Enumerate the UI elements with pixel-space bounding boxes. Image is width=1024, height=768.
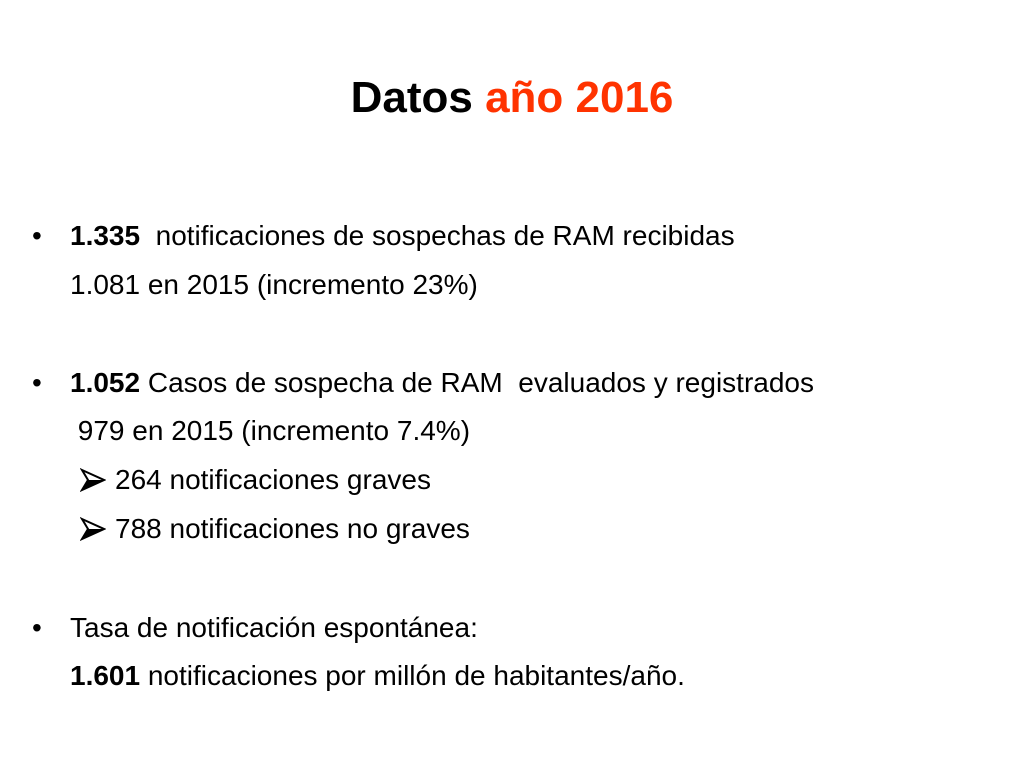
item-1-number: 1.335	[70, 220, 141, 251]
arrow-bullet-icon	[80, 467, 106, 493]
item-3-text: notificaciones por millón de habitantes/año.	[140, 660, 685, 691]
item-3-sub	[70, 659, 685, 693]
subitem-no-graves: 788 notificaciones no graves	[115, 513, 470, 544]
bullet-2: •	[32, 367, 42, 398]
item-2-lead	[70, 366, 814, 400]
slide-title	[0, 72, 1024, 124]
item-2-text: Casos de sospecha de RAM evaluados y registrados	[140, 367, 814, 398]
item-1-sub: 1.081 en 2015 (incremento 23%)	[70, 269, 478, 300]
item-2-number: 1.052	[70, 367, 141, 398]
item-1-text: notificaciones de sospechas de RAM recibidas	[140, 220, 735, 251]
bullet-1: •	[32, 220, 42, 251]
item-3-lead: Tasa de notificación espontánea:	[70, 612, 478, 643]
title-part-1: Datos	[350, 73, 473, 122]
item-1-lead	[70, 219, 735, 253]
title-part-2: año 2016	[485, 73, 674, 122]
item-2-sub: 979 en 2015 (incremento 7.4%)	[70, 415, 471, 446]
arrow-bullet-icon	[80, 516, 106, 542]
subitem-graves: 264 notificaciones graves	[115, 464, 431, 495]
bullet-3: •	[32, 612, 42, 643]
item-3-number: 1.601	[70, 660, 141, 691]
